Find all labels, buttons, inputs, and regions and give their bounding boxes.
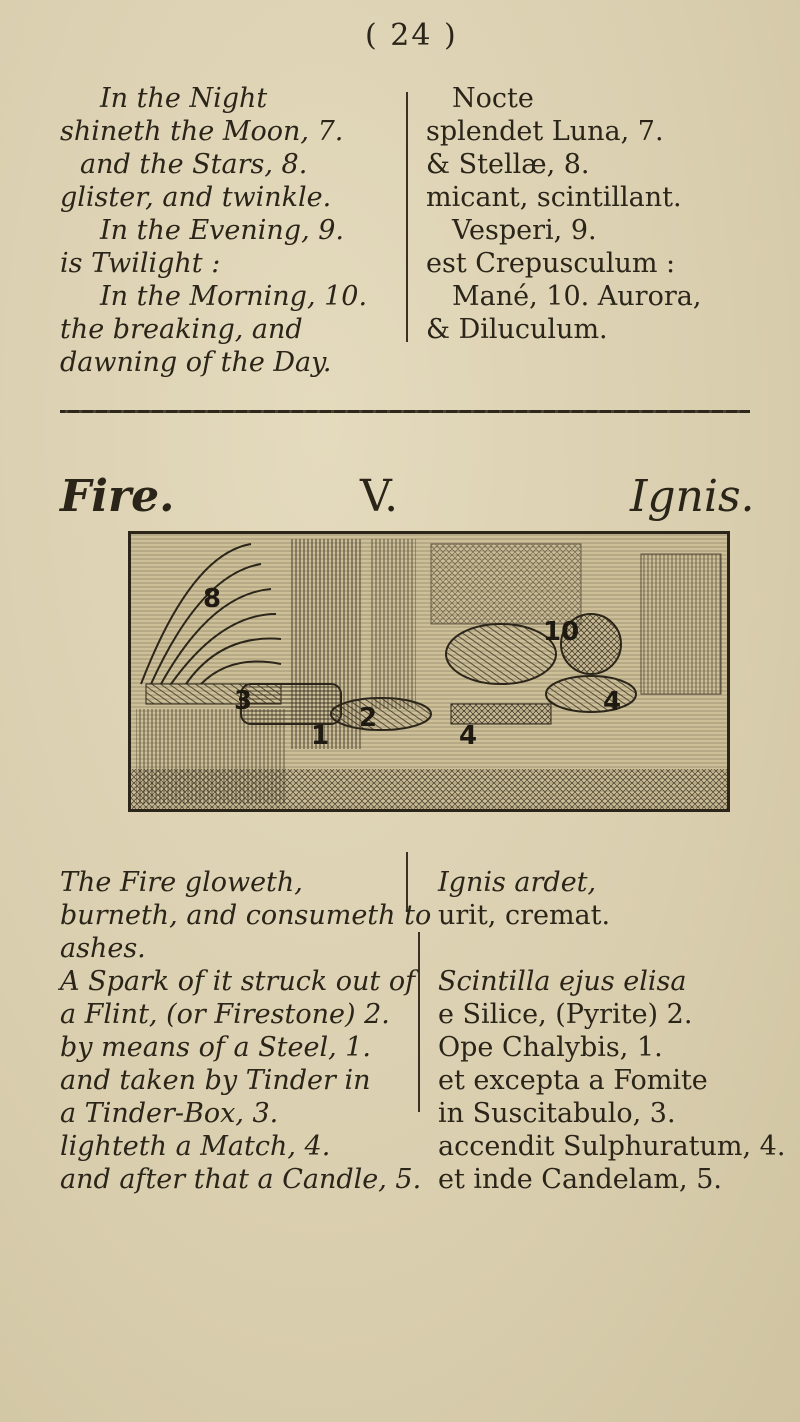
night-la-line: Mané, 10. Aurora,: [452, 281, 702, 312]
night-en-line: the breaking, and: [60, 314, 303, 345]
section-number: V.: [360, 471, 399, 522]
section-title-english: Fire.: [60, 471, 175, 522]
night-la-line: & Diluculum.: [426, 314, 608, 345]
fire-en-line: burneth, and consumeth to: [60, 900, 432, 931]
night-en-line: and the Stars, 8.: [80, 149, 308, 180]
night-la-line: splendet Luna, 7.: [426, 116, 664, 147]
fire-en-line: by means of a Steel, 1.: [60, 1032, 372, 1063]
night-latin-column: [426, 82, 701, 346]
fire-en-line: lighteth a Match, 4.: [60, 1131, 331, 1162]
fire-en-line: ashes.: [60, 933, 146, 964]
fire-english-column: [60, 866, 431, 1196]
fire-latin-column: [438, 866, 785, 1196]
fire-la-line: e Silice, (Pyrite) 2.: [438, 999, 693, 1030]
plate-label: 4: [459, 721, 478, 751]
fire-en-line: The Fire gloweth,: [60, 867, 303, 898]
night-en-line: glister, and twinkle.: [60, 182, 332, 213]
night-la-line: Vesperi, 9.: [452, 215, 597, 246]
night-la-line: & Stellæ, 8.: [426, 149, 590, 180]
night-en-line: In the Night: [100, 83, 268, 114]
night-en-line: is Twilight :: [60, 248, 221, 279]
engraving-illustration: [131, 534, 727, 809]
night-la-line: micant, scintillant.: [426, 182, 682, 213]
engraving-column: [371, 539, 416, 709]
section-title-latin: Ignis.: [630, 471, 755, 522]
night-en-line: In the Evening, 9.: [100, 215, 345, 246]
fire-engraving: [128, 531, 730, 812]
plate-label: 8: [203, 584, 222, 614]
engraving-floor: [131, 769, 727, 809]
fire-la-line: Ignis ardet,: [438, 867, 597, 898]
section-rule: [60, 410, 750, 413]
plate-label: 3: [234, 686, 253, 716]
plate-label: 1: [311, 721, 330, 751]
fire-la-line: urit, cremat.: [438, 900, 611, 931]
fire-la-line: Scintilla ejus elisa: [438, 966, 687, 997]
plate-label: 10: [543, 617, 580, 647]
fire-la-line: in Suscitabulo, 3.: [438, 1098, 676, 1129]
fire-la-line: [438, 932, 785, 965]
night-en-line: shineth the Moon, 7.: [60, 116, 344, 147]
night-la-line: Nocte: [452, 83, 534, 114]
column-divider-top: [406, 92, 408, 342]
fire-la-line: Ope Chalybis, 1.: [438, 1032, 663, 1063]
fire-en-line: and taken by Tinder in: [60, 1065, 371, 1096]
night-english-column: [60, 82, 368, 379]
fire-la-line: et inde Candelam, 5.: [438, 1164, 722, 1195]
fire-la-line: et excepta a Fomite: [438, 1065, 708, 1096]
fire-en-line: and after that a Candle, 5.: [60, 1164, 422, 1195]
fire-la-line: accendit Sulphuratum, 4.: [438, 1131, 786, 1162]
night-en-line: dawning of the Day.: [60, 347, 332, 378]
night-la-line: est Crepusculum :: [426, 248, 676, 279]
fire-en-line: A Spark of it struck out of: [60, 966, 416, 997]
plate-label: 2: [359, 703, 378, 733]
plate-label: 4: [603, 687, 622, 717]
fire-en-line: a Tinder-Box, 3.: [60, 1098, 279, 1129]
page-number: ( 24 ): [365, 18, 458, 53]
fire-en-line: a Flint, (or Firestone) 2.: [60, 999, 390, 1030]
night-en-line: In the Morning, 10.: [100, 281, 368, 312]
